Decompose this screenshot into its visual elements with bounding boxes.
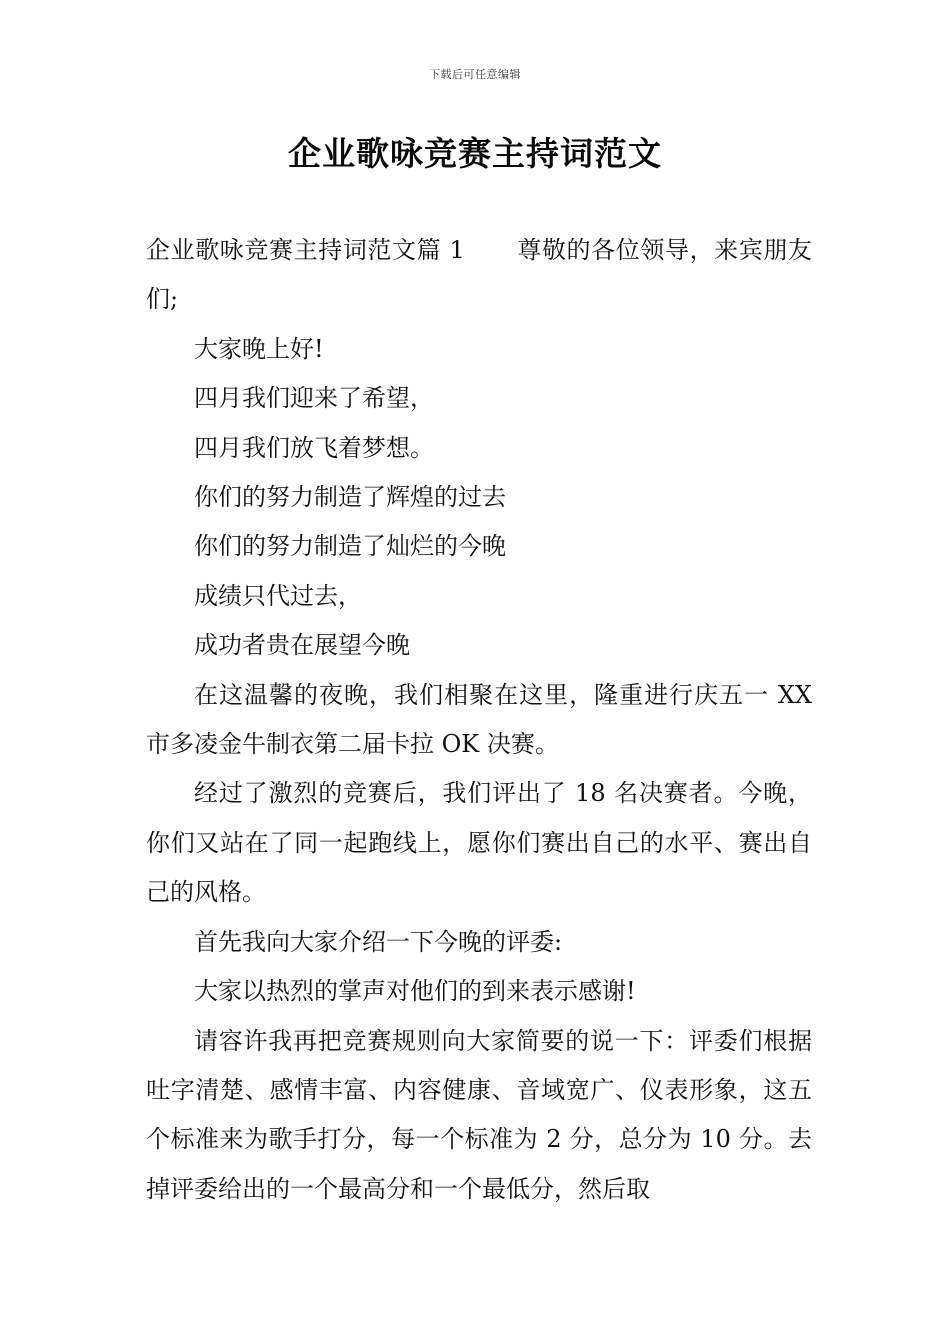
paragraph-poem-line-5: 成绩只代过去， (194, 581, 362, 610)
paragraph-poem-line-6: 成功者贵在展望今晚 (194, 631, 410, 660)
paragraph-poem-line-1: 四月我们迎来了希望， (194, 384, 434, 413)
paragraph-poem-line-4: 你们的努力制造了灿烂的今晚 (194, 532, 506, 561)
paragraph-finalists: 经过了激烈的竞赛后，我们评出了 18 名决赛者。今晚，你们又站在了同一起跑线上，愿你们赛出自己的水平、赛出自己的风格。 (146, 779, 812, 907)
document-body (146, 226, 812, 1214)
paragraph-greeting: 大家晚上好! (194, 334, 324, 363)
paragraph-event-intro: 在这温馨的夜晚，我们相聚在这里，隆重进行庆五一 XX 市多凌金牛制衣第二届卡拉 OK 决赛。 (146, 680, 812, 759)
document-title: 企业歌咏竞赛主持词范文 (288, 134, 662, 173)
paragraph-judges-intro: 首先我向大家介绍一下今晚的评委: (194, 927, 563, 956)
paragraph-poem-line-2: 四月我们放飞着梦想。 (194, 433, 434, 462)
header-note: 下载后可任意编辑 (429, 68, 521, 81)
intro-text: 尊敬的各位领导，来宾朋友们; (146, 236, 812, 314)
paragraph-applause: 大家以热烈的掌声对他们的到来表示感谢! (194, 977, 636, 1006)
paragraph-poem-line-3: 你们的努力制造了辉煌的过去 (194, 483, 506, 512)
paragraph-rules: 请容许我再把竞赛规则向大家简要的说一下：评委们根据吐字清楚、感情丰富、内容健康、音域宽广、仪表形象，这五个标准来为歌手打分，每一个标准为 2 分，总分为 10 分。去掉评委给出的一个最高分和一个最低分，然后取 (146, 1026, 812, 1203)
intro-paragraph (146, 226, 812, 325)
intro-label: 企业歌咏竞赛主持词范文篇 1 (146, 236, 465, 264)
